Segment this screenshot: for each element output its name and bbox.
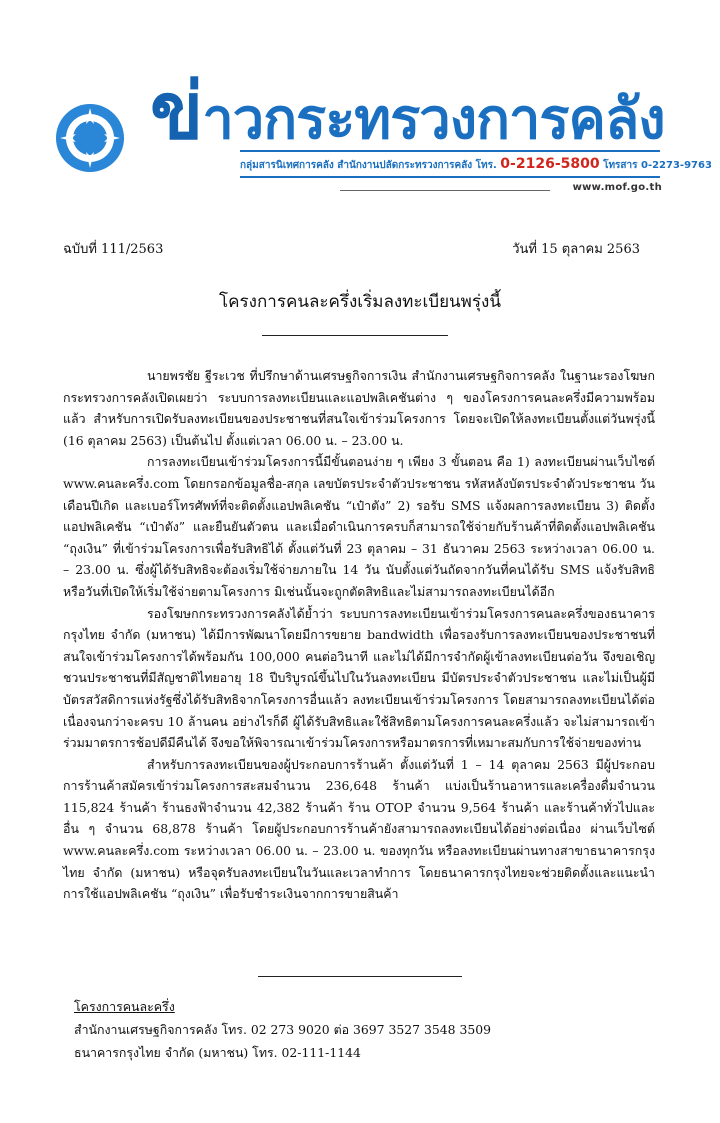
website-link[interactable]: www.mof.go.th — [572, 182, 662, 193]
mof-emblem-icon — [50, 98, 130, 178]
title-underline — [262, 335, 448, 336]
masthead-subline — [240, 150, 712, 178]
subline-phone: 0-2126-5800 — [500, 156, 600, 172]
end-divider — [258, 976, 462, 977]
contact-block — [74, 995, 491, 1064]
contact-line: สำนักงานเศรษฐกิจการคลัง โทร. 02 273 9020 ต่อ 3697 3527 3548 3509 — [74, 1022, 491, 1037]
issue-number: ฉบับที่ 111/2563 — [63, 242, 164, 257]
masthead-title — [150, 67, 665, 157]
issue-date: วันที่ 15 ตุลาคม 2563 — [512, 242, 640, 257]
website-rule — [340, 190, 550, 191]
subline-fax: โทรสาร 0-2273-9763 — [599, 160, 712, 171]
article-body — [63, 365, 655, 905]
paragraph: นายพรชัย ฐีระเวช ที่ปรึกษาด้านเศรษฐกิจการเงิน สำนักงานเศรษฐกิจการคลัง ในฐานะรองโฆษกกระทรวงการคลังเปิดเผยว่า ระบบการลงทะเบียนและแอปพลิเคชันต่าง ๆ ของโครงการคนละครึ่งมีความพร้อมแล้ว สำหรับการเปิดรับลงทะเบียนของประชาชนที่สนใจเข้าร่วมโครงการ โดยจะเปิดให้ลงทะเบียนตั้งแต่วันพรุ่งนี้ (16 ตุลาคม 2563) เป็นต้นไป ตั้งแต่เวลา 06.00 น. – 23.00 น. — [63, 368, 655, 448]
paragraph: การลงทะเบียนเข้าร่วมโครงการนี้มีขั้นตอนง่าย ๆ เพียง 3 ขั้นตอน คือ 1) ลงทะเบียนผ่านเว็บไซต์ www.คนละครึ่ง.com โดยกรอกข้อมูลชื่อ-สกุล เลขบัตรประจำตัวประชาชน รหัสหลังบัตรประจำตัวประชาชน วันเดือนปีเกิด และเบอร์โทรศัพท์ที่จะติดตั้งแอปพลิเคชัน “เป๋าตัง” 2) รอรับ SMS แจ้งผลการลงทะเบียน 3) ติดตั้งแอปพลิเคชัน “เป๋าตัง” และยืนยันตัวตน และเมื่อดำเนินการครบก็สามารถใช้จ่ายกับร้านค้าที่ติดตั้งแอปพลิเคชัน “ถุงเงิน” ที่เข้าร่วมโครงการเพื่อรับสิทธิได้ ตั้งแต่วันที่ 23 ตุลาคม – 31 ธันวาคม 2563 ระหว่างเวลา 06.00 น. – 23.00 น. ซึ่งผู้ได้รับสิทธิจะต้องเริ่มใช้จ่ายภายใน 14 วัน นับตั้งแต่วันถัดจากวันที่คนได้รับ SMS แจ้งรับสิทธิหรือวันที่เปิดให้เริ่มใช้จ่ายตามโครงการ มิเช่นนั้นจะถูกตัดสิทธิและไม่สามารถลงทะเบียนได้อีก — [63, 454, 655, 599]
subline-text: กลุ่มสารนิเทศการคลัง สำนักงานปลัดกระทรวงการคลัง โทร. — [240, 160, 501, 171]
masthead-rest: าวกระทรวงการคลัง — [202, 87, 665, 152]
page-title: โครงการคนละครึ่งเริ่มลงทะเบียนพรุ่งนี้ — [219, 292, 501, 312]
masthead-first-char: ข่ — [150, 67, 203, 157]
contact-heading: โครงการคนละครึ่ง — [74, 999, 175, 1014]
paragraph: รองโฆษกกระทรวงการคลังได้ย้ำว่า ระบบการลงทะเบียนเข้าร่วมโครงการคนละครึ่งของธนาคารกรุงไทย จำกัด (มหาชน) ได้มีการพัฒนาโดยมีการขยาย bandwidth เพื่อรองรับการลงทะเบียนของประชาชนที่สนใจเข้าร่วมโครงการได้พร้อมกัน 100,000 คนต่อวินาที และไม่ได้มีการจำกัดผู้เข้าลงทะเบียนต่อวัน จึงขอเชิญชวนประชาชนที่มีสัญชาติไทยอายุ 18 ปีบริบูรณ์ขึ้นไปในวันลงทะเบียน มีบัตรประจำตัวประชาชน และไม่เป็นผู้มีบัตรสวัสดิการแห่งรัฐซึ่งได้รับสิทธิจากโครงการอื่นแล้ว ลงทะเบียนเข้าร่วมโครงการ โดยสามารถลงทะเบียนได้ต่อเนื่องจนกว่าจะครบ 10 ล้านคน อย่างไรก็ดี ผู้ได้รับสิทธิและใช้สิทธิตามโครงการคนละครึ่งแล้ว จะไม่สามารถเข้าร่วมมาตรการช้อปดีมีคืนได้ จึงขอให้พิจารณาเข้าร่วมโครงการหรือมาตรการที่เหมาะสมกับการใช้จ่ายของท่าน — [63, 605, 655, 751]
masthead-header — [50, 67, 712, 208]
contact-line: ธนาคารกรุงไทย จำกัด (มหาชน) โทร. 02-111-1144 — [74, 1045, 361, 1060]
paragraph: สำหรับการลงทะเบียนของผู้ประกอบการร้านค้า ตั้งแต่วันที่ 1 – 14 ตุลาคม 2563 มีผู้ประกอบการร้านค้าสมัครเข้าร่วมโครงการสะสมจำนวน 236,648 ร้านค้า แบ่งเป็นร้านอาหารและเครื่องดื่มจำนวน 115,824 ร้านค้า ร้านธงฟ้าจำนวน 42,382 ร้านค้า ร้าน OTOP จำนวน 9,564 ร้านค้า และร้านค้าทั่วไปและอื่น ๆ จำนวน 68,878 ร้านค้า โดยผู้ประกอบการร้านค้ายังสามารถลงทะเบียนได้อย่างต่อเนื่อง ผ่านเว็บไซต์ www.คนละครึ่ง.com ระหว่างเวลา 06.00 น. – 23.00 น. ของทุกวัน หรือลงทะเบียนผ่านทางสาขาธนาคารกรุงไทย จำกัด (มหาชน) หรือจุดรับลงทะเบียนในวันและเวลาทำการ โดยธนาคารกรุงไทยจะช่วยติดตั้งและแนะนำการใช้แอปพลิเคชัน “ถุงเงิน” เพื่อรับชำระเงินจากการขายสินค้า — [63, 756, 655, 902]
